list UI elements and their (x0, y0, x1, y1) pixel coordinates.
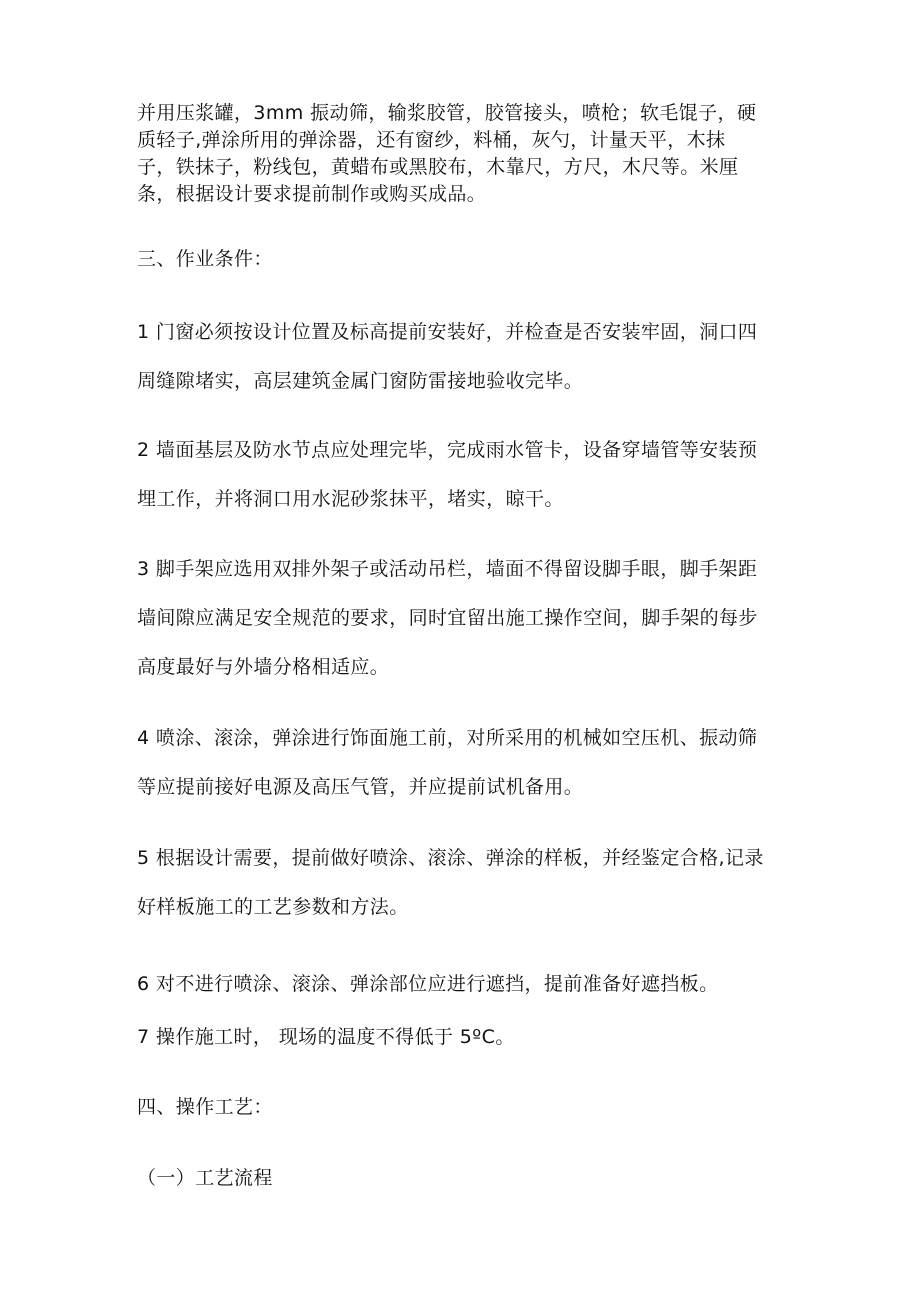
condition-3-line: 墙间隙应满足安全规范的要求，同时宜留出施工操作空间，脚手架的每步 (137, 607, 758, 629)
intro-line: 条，根据设计要求提前制作或购买成品。 (137, 183, 487, 205)
condition-2-line: 2 墙面基层及防水节点应处理完毕，完成雨水管卡，设备穿墙管等安装预 (137, 439, 758, 461)
section-heading-operation-process: 四、操作工艺： (137, 1096, 273, 1118)
condition-4-line: 4 喷涂、滚涂，弹涂进行饰面施工前，对所采用的机械如空压机、振动筛 (137, 727, 758, 749)
condition-7-line: 7 操作施工时， 现场的温度不得低于 5ºC。 (137, 1026, 515, 1048)
condition-4-line: 等应提前接好电源及高压气管，并应提前试机备用。 (137, 776, 584, 798)
condition-1-line: 周缝隙堵实，高层建筑金属门窗防雷接地验收完毕。 (137, 370, 584, 392)
condition-3-line: 高度最好与外墙分格相适应。 (137, 656, 390, 678)
condition-2-line: 埋工作，并将洞口用水泥砂浆抹平，堵实，晾干。 (137, 488, 564, 510)
condition-5-line: 好样板施工的工艺参数和方法。 (137, 896, 409, 918)
condition-1-line: 1 门窗必须按设计位置及标高提前安装好，并检查是否安装牢固，洞口四 (137, 321, 758, 343)
intro-line: 质轻子,弹涂所用的弹涂器，还有窗纱，料桶，灰勺，计量天平，木抹 (137, 129, 726, 151)
intro-line: 并用压浆罐，3mm 振动筛，输浆胶管，胶管接头，喷枪；软毛馄子，硬 (137, 102, 757, 124)
condition-5-line: 5 根据设计需要，提前做好喷涂、滚涂、弹涂的样板，并经鉴定合格,记录 (137, 847, 764, 869)
intro-line: 子，铁抹子，粉线包，黄蜡布或黑胶布，木靠尺，方尺，木尺等。米厘 (137, 156, 739, 178)
subsection-heading-process-flow: （一）工艺流程 (137, 1167, 273, 1189)
section-heading-work-conditions: 三、作业条件： (137, 248, 273, 270)
condition-6-line: 6 对不进行喷涂、滚涂、弹涂部位应进行遮挡，提前准备好遮挡板。 (137, 973, 719, 995)
condition-3-line: 3 脚手架应选用双排外架子或活动吊栏，墙面不得留设脚手眼，脚手架距 (137, 558, 758, 580)
